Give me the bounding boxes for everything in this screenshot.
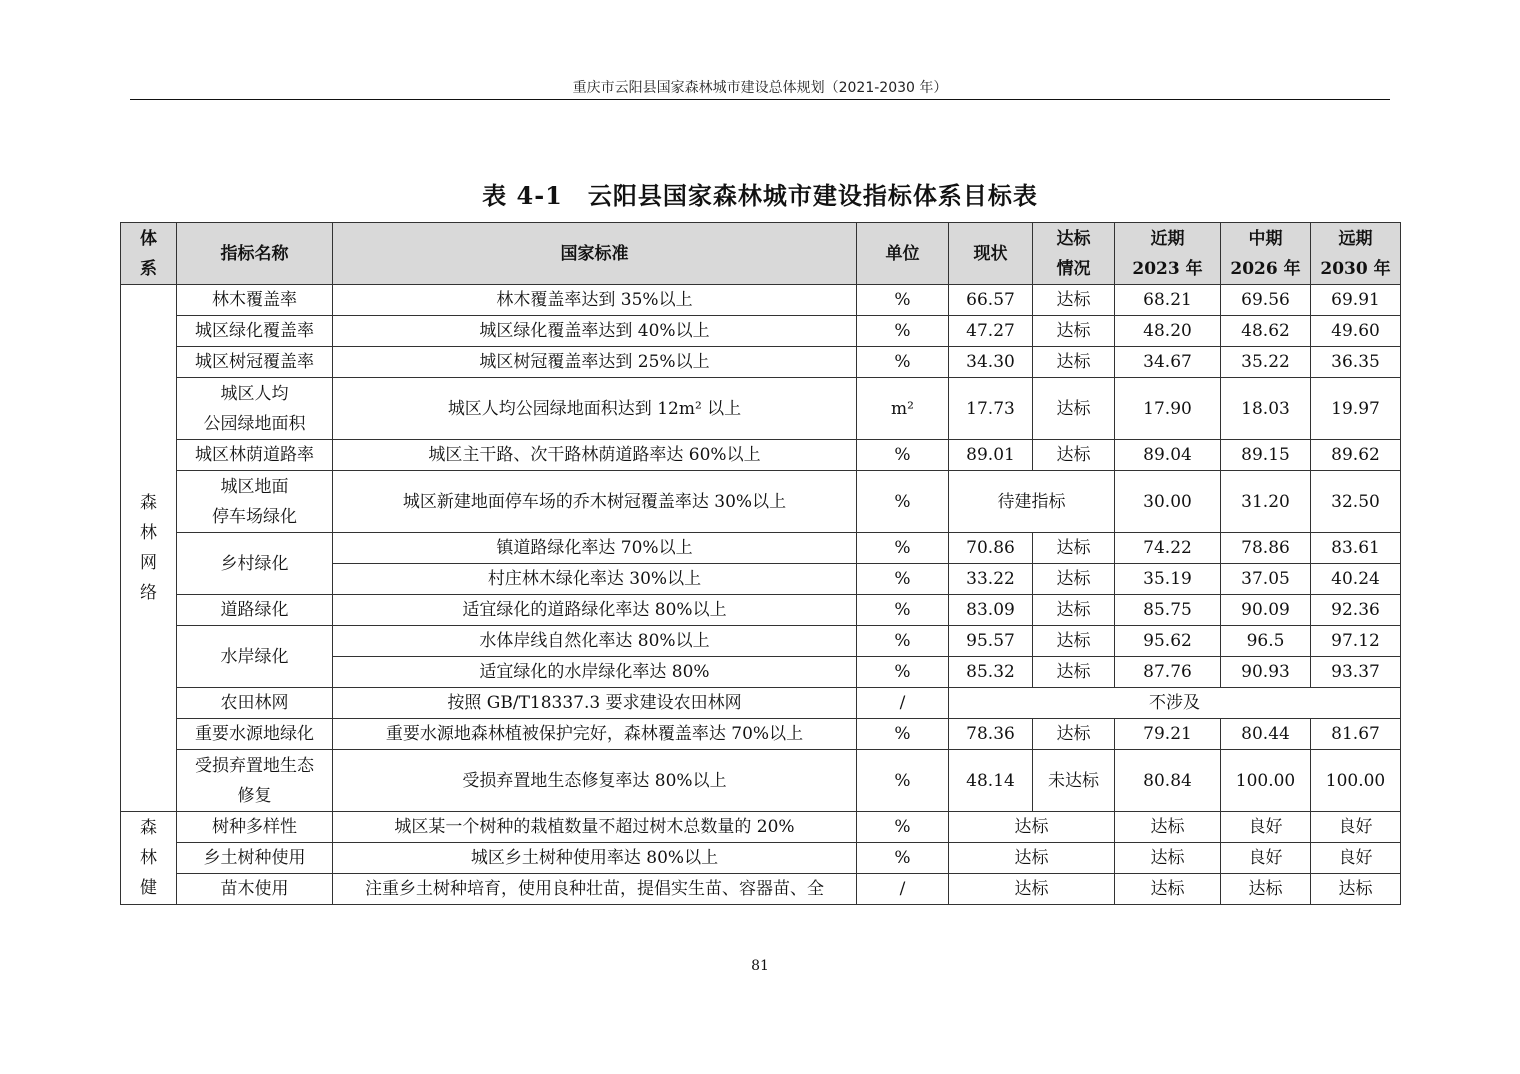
current-cell: 66.57: [949, 285, 1033, 316]
unit-cell: %: [857, 471, 949, 533]
current-cell: 48.14: [949, 750, 1033, 812]
col-near: 近期 2023 年: [1115, 223, 1221, 285]
far-cell: 19.97: [1311, 378, 1401, 440]
header-rule: [130, 99, 1390, 100]
unit-cell: %: [857, 812, 949, 843]
far-cell: 89.62: [1311, 440, 1401, 471]
name-cell: 农田林网: [177, 688, 333, 719]
far-cell: 49.60: [1311, 316, 1401, 347]
unit-cell: %: [857, 347, 949, 378]
near-cell: 30.00: [1115, 471, 1221, 533]
name-cell: 城区人均 公园绿地面积: [177, 378, 333, 440]
standard-cell: 城区某一个树种的栽植数量不超过树木总数量的 20%: [333, 812, 857, 843]
table-row: [121, 285, 1401, 316]
current-merged-cell: 达标: [949, 812, 1115, 843]
table-row: [121, 533, 1401, 564]
far-cell: 92.36: [1311, 595, 1401, 626]
standard-cell: 适宜绿化的水岸绿化率达 80%: [333, 657, 857, 688]
far-cell: 100.00: [1311, 750, 1401, 812]
current-cell: 70.86: [949, 533, 1033, 564]
status-cell: 达标: [1033, 626, 1115, 657]
far-cell: 良好: [1311, 812, 1401, 843]
standard-cell: 适宜绿化的道路绿化率达 80%以上: [333, 595, 857, 626]
standard-cell: 注重乡土树种培育，使用良种壮苗，提倡实生苗、容器苗、全: [333, 874, 857, 905]
status-cell: 达标: [1033, 347, 1115, 378]
standard-cell: 城区人均公园绿地面积达到 12m² 以上: [333, 378, 857, 440]
col-current: 现状: [949, 223, 1033, 285]
near-cell: 17.90: [1115, 378, 1221, 440]
mid-cell: 35.22: [1221, 347, 1311, 378]
mid-cell: 37.05: [1221, 564, 1311, 595]
status-cell: 达标: [1033, 657, 1115, 688]
name-cell: 城区树冠覆盖率: [177, 347, 333, 378]
standard-cell: 村庄林木绿化率达 30%以上: [333, 564, 857, 595]
standard-cell: 重要水源地森林植被保护完好，森林覆盖率达 70%以上: [333, 719, 857, 750]
current-merged-cell: 达标: [949, 874, 1115, 905]
mid-cell: 69.56: [1221, 285, 1311, 316]
name-cell: 城区地面 停车场绿化: [177, 471, 333, 533]
status-cell: 达标: [1033, 533, 1115, 564]
mid-cell: 31.20: [1221, 471, 1311, 533]
table-row: [121, 750, 1401, 812]
near-cell: 95.62: [1115, 626, 1221, 657]
near-cell: 35.19: [1115, 564, 1221, 595]
unit-cell: %: [857, 285, 949, 316]
table-row: [121, 874, 1401, 905]
page-number: 81: [751, 958, 769, 974]
mid-cell: 18.03: [1221, 378, 1311, 440]
status-cell: 达标: [1033, 564, 1115, 595]
standard-cell: 城区树冠覆盖率达到 25%以上: [333, 347, 857, 378]
unit-cell: %: [857, 316, 949, 347]
unit-cell: /: [857, 688, 949, 719]
unit-cell: %: [857, 595, 949, 626]
unit-cell: %: [857, 657, 949, 688]
near-cell: 85.75: [1115, 595, 1221, 626]
current-cell: 85.32: [949, 657, 1033, 688]
far-cell: 良好: [1311, 843, 1401, 874]
unit-cell: %: [857, 626, 949, 657]
current-merged-cell: 达标: [949, 843, 1115, 874]
mid-cell: 96.5: [1221, 626, 1311, 657]
far-cell: 40.24: [1311, 564, 1401, 595]
standard-cell: 城区新建地面停车场的乔木树冠覆盖率达 30%以上: [333, 471, 857, 533]
far-cell: 达标: [1311, 874, 1401, 905]
mid-cell: 80.44: [1221, 719, 1311, 750]
standard-cell: 水体岸线自然化率达 80%以上: [333, 626, 857, 657]
standard-cell: 城区绿化覆盖率达到 40%以上: [333, 316, 857, 347]
far-cell: 93.37: [1311, 657, 1401, 688]
near-cell: 87.76: [1115, 657, 1221, 688]
near-cell: 68.21: [1115, 285, 1221, 316]
name-cell: 道路绿化: [177, 595, 333, 626]
unit-cell: %: [857, 440, 949, 471]
table-header-row: [121, 223, 1401, 285]
mid-cell: 89.15: [1221, 440, 1311, 471]
running-header: 重庆市云阳县国家森林城市建设总体规划（2021-2030 年）: [572, 80, 948, 96]
unit-cell: %: [857, 719, 949, 750]
table-row: [121, 378, 1401, 440]
current-cell: 89.01: [949, 440, 1033, 471]
current-cell: 33.22: [949, 564, 1033, 595]
status-cell: 达标: [1033, 316, 1115, 347]
status-cell: 达标: [1033, 440, 1115, 471]
table-title: 表 4-1 云阳县国家森林城市建设指标体系目标表: [482, 181, 1038, 210]
mid-cell: 90.09: [1221, 595, 1311, 626]
mid-cell: 100.00: [1221, 750, 1311, 812]
name-cell: 城区绿化覆盖率: [177, 316, 333, 347]
name-cell: 苗木使用: [177, 874, 333, 905]
name-cell: 乡村绿化: [177, 533, 333, 595]
mid-cell: 90.93: [1221, 657, 1311, 688]
table-row: [121, 626, 1401, 657]
table-row: [121, 595, 1401, 626]
current-merged-cell: 待建指标: [949, 471, 1115, 533]
far-cell: 32.50: [1311, 471, 1401, 533]
table-row: [121, 843, 1401, 874]
name-cell: 水岸绿化: [177, 626, 333, 688]
standard-cell: 城区主干路、次干路林荫道路率达 60%以上: [333, 440, 857, 471]
standard-cell: 按照 GB/T18337.3 要求建设农田林网: [333, 688, 857, 719]
table-row: [121, 440, 1401, 471]
far-cell: 97.12: [1311, 626, 1401, 657]
far-cell: 36.35: [1311, 347, 1401, 378]
mid-cell: 达标: [1221, 874, 1311, 905]
near-cell: 达标: [1115, 843, 1221, 874]
unit-cell: m²: [857, 378, 949, 440]
status-cell: 达标: [1033, 719, 1115, 750]
near-cell: 80.84: [1115, 750, 1221, 812]
table-row: [121, 719, 1401, 750]
near-cell: 74.22: [1115, 533, 1221, 564]
status-cell: 达标: [1033, 595, 1115, 626]
mid-cell: 良好: [1221, 812, 1311, 843]
not-applicable-cell: 不涉及: [949, 688, 1401, 719]
name-cell: 城区林荫道路率: [177, 440, 333, 471]
col-far: 远期 2030 年: [1311, 223, 1401, 285]
near-cell: 89.04: [1115, 440, 1221, 471]
far-cell: 69.91: [1311, 285, 1401, 316]
unit-cell: %: [857, 750, 949, 812]
near-cell: 达标: [1115, 812, 1221, 843]
current-cell: 83.09: [949, 595, 1033, 626]
standard-cell: 受损弃置地生态修复率达 80%以上: [333, 750, 857, 812]
unit-cell: %: [857, 533, 949, 564]
standard-cell: 林木覆盖率达到 35%以上: [333, 285, 857, 316]
name-cell: 乡土树种使用: [177, 843, 333, 874]
col-standard: 国家标准: [333, 223, 857, 285]
unit-cell: /: [857, 874, 949, 905]
col-status: 达标 情况: [1033, 223, 1115, 285]
current-cell: 95.57: [949, 626, 1033, 657]
name-cell: 林木覆盖率: [177, 285, 333, 316]
near-cell: 48.20: [1115, 316, 1221, 347]
table-row: [121, 812, 1401, 843]
standard-cell: 镇道路绿化率达 70%以上: [333, 533, 857, 564]
near-cell: 79.21: [1115, 719, 1221, 750]
col-unit: 单位: [857, 223, 949, 285]
status-cell: 达标: [1033, 378, 1115, 440]
current-cell: 78.36: [949, 719, 1033, 750]
status-cell: 达标: [1033, 285, 1115, 316]
mid-cell: 48.62: [1221, 316, 1311, 347]
far-cell: 83.61: [1311, 533, 1401, 564]
current-cell: 47.27: [949, 316, 1033, 347]
far-cell: 81.67: [1311, 719, 1401, 750]
table-row: [121, 347, 1401, 378]
near-cell: 达标: [1115, 874, 1221, 905]
mid-cell: 78.86: [1221, 533, 1311, 564]
category-cell: 森林网络: [121, 285, 177, 812]
unit-cell: %: [857, 564, 949, 595]
table-row: [121, 471, 1401, 533]
table-row: [121, 316, 1401, 347]
table-row: [121, 688, 1401, 719]
current-cell: 34.30: [949, 347, 1033, 378]
category-cell: 森林健: [121, 812, 177, 905]
indicator-table: [120, 222, 1401, 905]
current-cell: 17.73: [949, 378, 1033, 440]
col-mid: 中期 2026 年: [1221, 223, 1311, 285]
mid-cell: 良好: [1221, 843, 1311, 874]
col-category: 体 系: [121, 223, 177, 285]
unit-cell: %: [857, 843, 949, 874]
status-cell: 未达标: [1033, 750, 1115, 812]
col-name: 指标名称: [177, 223, 333, 285]
name-cell: 重要水源地绿化: [177, 719, 333, 750]
name-cell: 受损弃置地生态 修复: [177, 750, 333, 812]
near-cell: 34.67: [1115, 347, 1221, 378]
name-cell: 树种多样性: [177, 812, 333, 843]
standard-cell: 城区乡土树种使用率达 80%以上: [333, 843, 857, 874]
